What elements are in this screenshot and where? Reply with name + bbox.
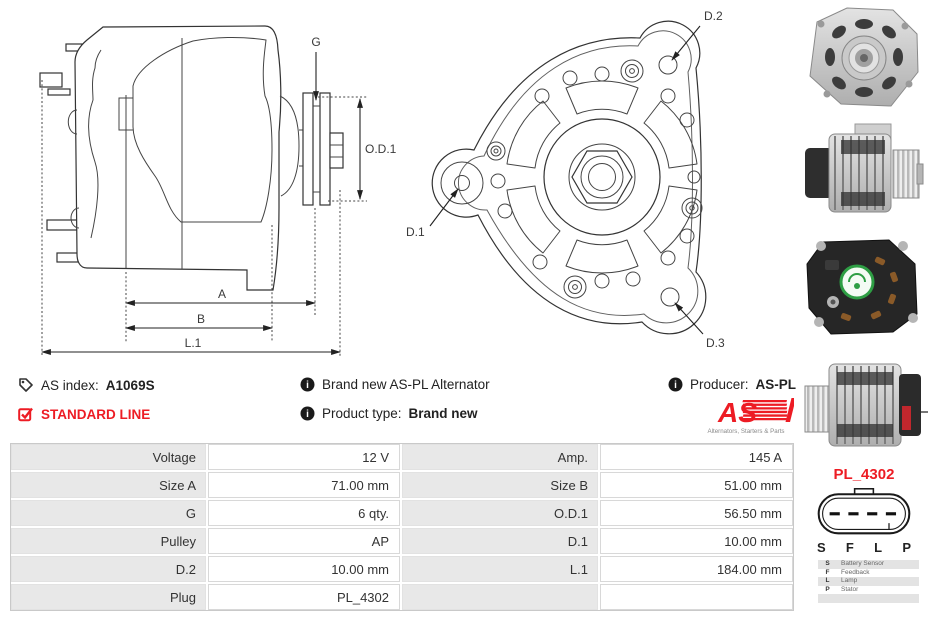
spec-label: G bbox=[11, 500, 206, 526]
plug-pin-letters bbox=[800, 540, 928, 555]
info-icon bbox=[668, 377, 683, 392]
spec-value: 145 A bbox=[600, 444, 793, 470]
svg-text:i: i bbox=[306, 380, 309, 391]
svg-text:i: i bbox=[306, 409, 309, 420]
info-icon bbox=[300, 406, 315, 421]
legend-desc: Battery Sensor bbox=[841, 560, 884, 567]
spec-label: D.1 bbox=[402, 528, 598, 554]
spec-label: Size B bbox=[402, 472, 598, 498]
info-icon bbox=[300, 377, 315, 392]
spec-value: 6 qty. bbox=[208, 500, 400, 526]
spec-label: Pulley bbox=[11, 528, 206, 554]
spec-label: Size A bbox=[11, 472, 206, 498]
plug-connector-diagram bbox=[800, 488, 928, 538]
spec-value bbox=[600, 584, 793, 610]
legend-desc: Lamp bbox=[841, 577, 858, 585]
standard-line-label: STANDARD LINE bbox=[41, 406, 151, 422]
legend-pin: L bbox=[825, 577, 830, 585]
plug-legend bbox=[818, 560, 919, 603]
as-index-row bbox=[18, 377, 155, 393]
product-photo-side-right[interactable] bbox=[797, 116, 929, 226]
legend-pin: F bbox=[825, 568, 830, 576]
product-type-row bbox=[300, 406, 478, 421]
product-type-label: Product type: bbox=[322, 406, 402, 421]
hole-label-d2: D.2 bbox=[704, 9, 723, 23]
legend-row bbox=[818, 569, 919, 578]
spec-value: PL_4302 bbox=[208, 584, 400, 610]
as-pl-logo bbox=[698, 396, 794, 436]
plug-code: PL_4302 bbox=[833, 466, 895, 483]
producer-row bbox=[668, 377, 796, 392]
front-view-drawing bbox=[400, 0, 745, 365]
legend-row bbox=[818, 577, 919, 586]
svg-text:i: i bbox=[674, 380, 677, 391]
brand-new-row bbox=[300, 377, 490, 392]
producer-value: AS-PL bbox=[755, 377, 797, 392]
spec-label bbox=[402, 584, 598, 610]
pin-letter: F bbox=[845, 540, 854, 555]
spec-label: L.1 bbox=[402, 556, 598, 582]
side-body-outline bbox=[75, 26, 281, 290]
shaft-hex-nut bbox=[544, 119, 660, 235]
spec-value: 10.00 mm bbox=[208, 556, 400, 582]
spec-value: 51.00 mm bbox=[600, 472, 793, 498]
dim-label-l1: L.1 bbox=[184, 336, 202, 350]
spec-value: 10.00 mm bbox=[600, 528, 793, 554]
brand-new-text: Brand new AS-PL Alternator bbox=[322, 377, 490, 392]
as-index-label: AS index: bbox=[41, 377, 99, 393]
legend-pin: P bbox=[825, 585, 830, 593]
producer-label: Producer: bbox=[690, 377, 749, 392]
logo-tagline: Alternators, Starters & Parts bbox=[707, 428, 785, 435]
legend-desc: Feedback bbox=[841, 568, 870, 576]
pin-letter: P bbox=[902, 540, 911, 555]
checkbox-checked-icon bbox=[18, 406, 34, 422]
as-index-value: A1069S bbox=[105, 377, 155, 393]
hole-label-d3: D.3 bbox=[706, 336, 725, 350]
spec-label: Voltage bbox=[11, 444, 206, 470]
dim-label-a: A bbox=[217, 287, 227, 301]
product-photo-front[interactable] bbox=[797, 2, 929, 112]
product-type-value: Brand new bbox=[408, 406, 478, 421]
logo-as-text: AS bbox=[718, 397, 757, 428]
pin-letter: L bbox=[874, 540, 883, 555]
spec-value: 56.50 mm bbox=[600, 500, 793, 526]
spec-label: D.2 bbox=[11, 556, 206, 582]
spec-label: Plug bbox=[11, 584, 206, 610]
legend-desc: Stator bbox=[841, 585, 859, 593]
product-photo-rear[interactable] bbox=[797, 230, 929, 340]
spec-value: 184.00 mm bbox=[600, 556, 793, 582]
dim-label-b: B bbox=[196, 312, 206, 326]
spec-label: Amp. bbox=[402, 444, 598, 470]
legend-row bbox=[818, 586, 919, 595]
hole-label-d1: D.1 bbox=[406, 225, 425, 239]
dim-label-od1: O.D.1 bbox=[365, 142, 397, 156]
spec-table bbox=[10, 443, 794, 611]
spec-value: 71.00 mm bbox=[208, 472, 400, 498]
standard-line-row bbox=[18, 406, 150, 422]
spec-value: 12 V bbox=[208, 444, 400, 470]
side-view-drawing bbox=[15, 10, 400, 360]
legend-empty-row bbox=[818, 594, 919, 603]
dim-label-g: G bbox=[311, 35, 321, 49]
legend-pin: S bbox=[825, 560, 830, 567]
pin-letter: S bbox=[817, 540, 826, 555]
product-photo-side-left[interactable] bbox=[797, 350, 929, 460]
spec-label: O.D.1 bbox=[402, 500, 598, 526]
tag-icon bbox=[18, 377, 34, 393]
spec-value: AP bbox=[208, 528, 400, 554]
legend-row bbox=[818, 560, 919, 569]
